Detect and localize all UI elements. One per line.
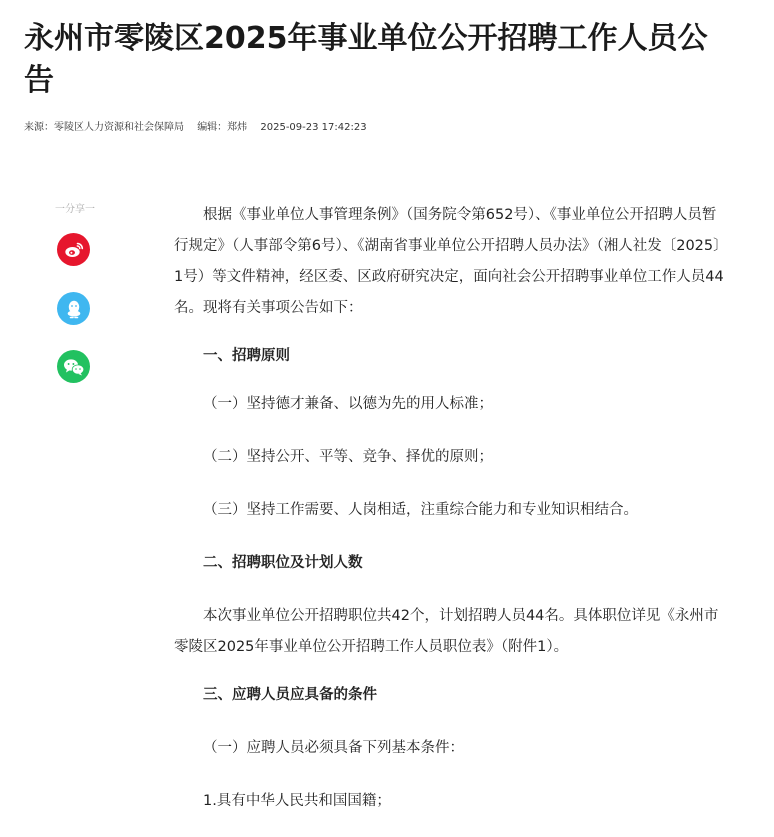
- share-label: 一分享一: [55, 204, 95, 215]
- section-heading: 三、应聘人员应具备的条件: [203, 687, 377, 703]
- condition-item: 1.具有中华人民共和国国籍；: [203, 793, 391, 809]
- qq-icon: [66, 299, 82, 319]
- article-source: 来源：零陵区人力资源和社会保障局: [24, 122, 184, 133]
- intro-paragraph: 根据《事业单位人事管理条例》（国务院令第652号）、《事业单位公开招聘人员暂行规定》（人事部令第6号）、《湖南省事业单位公开招聘人员办法》（湘人社发〔2025〕1号）等文件精神，经区委、区政府研究决定，面向社会公开招聘事业单位工作人员44名。现将有关事项公告如下：: [174, 207, 724, 316]
- condition-intro: （一）应聘人员必须具备下列基本条件：: [203, 740, 464, 756]
- share-weibo-button[interactable]: [57, 233, 90, 266]
- positions-paragraph: 本次事业单位公开招聘职位共42个，计划招聘人员44名。具体职位详见《永州市零陵区2025年事业单位公开招聘工作人员职位表》（附件1）。: [174, 608, 719, 655]
- page-title: 永州市零陵区2025年事业单位公开招聘工作人员公告: [24, 21, 708, 98]
- share-wechat-button[interactable]: [57, 350, 90, 383]
- section-heading: 二、招聘职位及计划人数: [203, 555, 363, 571]
- weibo-icon: [64, 241, 84, 259]
- article-editor: 编辑：郑炜: [197, 122, 248, 133]
- principle-item: （一）坚持德才兼备、以德为先的用人标准；: [203, 396, 493, 412]
- share-qq-button[interactable]: [57, 292, 90, 325]
- wechat-icon: [63, 358, 85, 376]
- section-heading: 一、招聘原则: [203, 348, 290, 364]
- article-datetime: 2025-09-23 17:42:23: [260, 122, 367, 133]
- article-meta: [24, 121, 377, 135]
- article-body: [174, 200, 726, 817]
- principle-item: （二）坚持公开、平等、竞争、择优的原则；: [203, 449, 493, 465]
- principle-item: （三）坚持工作需要、人岗相适，注重综合能力和专业知识相结合。: [203, 502, 638, 518]
